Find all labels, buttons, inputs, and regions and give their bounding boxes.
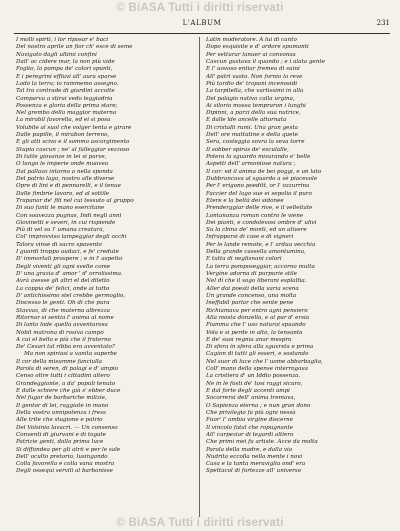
verse-line: Spettacol di fortezze all' universo [206, 468, 302, 475]
verse-line: Discesso le genti. Oh di che pura [16, 300, 110, 307]
verse-line: Della grande cassella amontumina, [206, 249, 306, 256]
verse-line: Di sfera in sfera alla sguvrsta e prima [206, 344, 314, 351]
verse-line: La terra pomposeggiar, accorno multa [206, 263, 315, 270]
verse-line: Su la cbina de' monti, ed un ulivere [206, 227, 307, 234]
verse-line: Ritornar si sentia l' anima al nome [16, 314, 114, 321]
verse-line: Etere e la beltà dei sidonee [206, 197, 284, 204]
verse-line: Nel suor di luce che l' uome abbarbaglia, [206, 358, 323, 365]
verse-line: Del Volsinio lavacri. — Un consenso [16, 424, 118, 431]
watermark-bottom: © BiASA Tutti i diritti riservati [116, 517, 284, 529]
verse-line: Navigato dagli ultimi confini [16, 51, 97, 58]
verse-line: Lontananza roman contro le viene [206, 212, 304, 219]
verse-line: Che privilegio fa più ogni nessà [206, 409, 296, 416]
verse-line: Parola della madre, e dalla via [206, 446, 293, 453]
verse-line: Di suo fanti le mano esercitane [16, 205, 105, 212]
verse-line: La coppia de' felici, onde ai tutto [16, 285, 110, 292]
verse-line: Il cor della misumme fanciulla [16, 358, 103, 365]
verse-line: Fuor' l' ombia virgine discerne [206, 417, 294, 424]
verse-line: I molli spirti, i lor riposar e' baci [16, 37, 109, 43]
verse-line: Alle trite che stagione e patrio [16, 417, 103, 424]
verse-line: Degli ossequi servili al barbanisse [16, 468, 113, 475]
verse-line: De' Cesari tal ribba era avventato? [16, 344, 115, 351]
verse-line: Dalle fimbrie lavoro, ed al sottile [16, 190, 110, 197]
verse-line: Vola e si perde in alto, la tensanta [206, 329, 303, 336]
verse-line: Fiamma che l' uso naturai spuando [206, 322, 306, 329]
verse-line: Stavvas, di che materna albrezza [16, 307, 110, 314]
verse-line: Dubbrancava al sguardo a sè piacevole [206, 175, 318, 182]
verse-line: Aspetti dell' armoniose natura ; [206, 161, 296, 168]
verse-line: Stupia cascun ; ne' al falleggiar vezzoso [16, 146, 130, 153]
verse-line: Del nostro aprile un fior ch' esce di seme [16, 44, 133, 51]
verse-line: Dell' oculto pretorio, lusingando [16, 453, 108, 460]
verse-line: Coll' mano della spense interrogava [206, 366, 308, 373]
verse-line: La cristiera d' un Iddio possenza. [206, 373, 301, 380]
verse-line: Nobil matrona di rosiva campo [16, 329, 104, 336]
verse-line: E i peregrini effluvi all' aura sparse [16, 73, 117, 80]
verse-line: La mirabil favorella, ed ei si posa [16, 117, 111, 124]
verse-line: E l' uovoso entiar fremea di suini [206, 66, 300, 73]
verse-line: Tal tra contrade di giardini accolte [16, 88, 115, 95]
verse-line: Avrà avesse gli altri el del diletto [16, 278, 110, 285]
verse-line: Infrapporsi di case e di vigneri [206, 234, 294, 241]
verse-line: Degli viventi gli ogni svelte come [16, 263, 111, 270]
page-number: 231 [376, 19, 390, 27]
verse-line: Col' improvviso lampeggiar degli occhi [16, 234, 127, 241]
verse-line: Ne in le fosti de' tosi raggi sicuro, [206, 380, 303, 387]
verse-line: Parola di seren, di palagi e d' ampio [16, 366, 118, 373]
verse-line: Cagion di tutti gli esseri, e sostando [206, 351, 309, 358]
verse-line: Ma non spiriasi a vanita superbe [24, 351, 117, 358]
verse-line: Che primi mei fu artiste. Acce da molta [206, 439, 318, 446]
verse-line: Di lanto lode quella avventurosa [16, 322, 108, 329]
verse-line: Nudrita eccolla nella mente i novi [206, 453, 303, 460]
verse-line: Dalle pupille, il mirabon terreno, [16, 132, 110, 139]
verse-line: Dopo esquisite e d' ardore spumanti [206, 44, 309, 51]
verse-line: Si diffondea per gli atrii e per le sale [16, 446, 121, 453]
verse-line: Conventi di giurvani e di togate [16, 431, 106, 438]
verse-line: E tutta di neglisnani colori [206, 256, 282, 263]
verse-line: Ai silorio mossa tempraron i lunghi [206, 102, 306, 109]
verse-line: La tarpitella, che vartissimi in alla [206, 88, 304, 95]
right-column [206, 37, 384, 476]
verse-line: Opre di lini e di pennarelli, e il tenue [16, 183, 121, 190]
column-divider [199, 37, 200, 517]
verse-line: Sera, costeggia sovra la seva torre [206, 139, 305, 146]
verse-line: I guardi troppo audaci, e fe' credute [16, 249, 119, 256]
verse-line: Giovinetti e severi, in cui rispiende [16, 219, 116, 226]
verse-line: Dell' ore mattutine e della quete [206, 132, 299, 139]
verse-line: Casa e la tanta meraviglia ond' era [206, 461, 306, 468]
verse-line: Nel dì che il sogo liberani esplaltia. [206, 278, 307, 285]
verse-line: Possenza e gloria della prima stare; [16, 102, 118, 109]
watermark-top: © BiASA Tutti i diritti riservati [116, 2, 284, 14]
verse-line: Aller dai poesti della varia scena [206, 285, 299, 292]
verse-line: Lodo la terra; io rammemo assegno. [16, 80, 119, 87]
verse-line: Prenderggiar delle rive, e il velleitate [206, 205, 313, 212]
verse-line: Del patrio lago, nostro alle diverse [16, 175, 115, 182]
verse-line: Dei pianti, e condolevosi ombre d' ulivi [206, 219, 317, 226]
page-header [14, 19, 390, 33]
verse-line: Foglio, la pompa de' colori spunti, [16, 66, 113, 73]
verse-line: O lungo le imperie onde muovea [16, 161, 109, 168]
verse-line: Socorrersi dell' anima tremava, [206, 395, 296, 402]
running-title: L'ALBUM [182, 19, 222, 27]
verse-line: Cascun gustava il quando ; e i alata gente [206, 58, 325, 65]
verse-line: Dipinni, a parzi della sua nutrice, [206, 110, 301, 117]
verse-line: E gli atti scivo e il sommo ascorgimento [16, 139, 130, 146]
verse-line: Di tutte giovanze in lei si parve, [16, 154, 107, 160]
verse-line: Ineffabil parlar che sente pene [206, 300, 294, 307]
verse-line: Colla favorella e colla vana mostra [16, 461, 115, 468]
verse-line: E dalle schiere che già s' ebber duce [16, 388, 121, 394]
verse-line: E dalle lde ancelle attornata [206, 117, 287, 124]
verse-line: Il sobber spiras de' esculalle, [206, 146, 289, 153]
verse-line: Con soavezza pugnas, Indi negli anni [16, 212, 122, 219]
verse-line: Nel grembo della maggior materna [16, 110, 117, 117]
verse-line: Volubile al suol che volger tenta e girare [16, 124, 132, 131]
verse-line: Comparva a stirai vedo leggiadria [16, 95, 113, 102]
verse-line: Più tardio de' trapani incenosidi [206, 80, 298, 87]
verse-line: Censo oltre tutti i cittadini altero [16, 373, 110, 380]
verse-line: Il gentor di lei, raggiate in mano [16, 402, 109, 409]
header-rule [14, 33, 390, 34]
verse-line: O Sapienza eterna ; e nun gran dono [206, 402, 311, 409]
verse-line: E dal forte degli accenti ampi [206, 388, 290, 394]
verse-line: Del palagio nativo calla urgina, [206, 95, 295, 102]
verse-line: Per le lande remote, e l' ardua vecchia [206, 241, 316, 248]
verse-line: All' carpeziar di tegardi altiero [206, 431, 294, 438]
verse-line: All' patri vasto. Non fornio la reve [206, 73, 303, 80]
verse-line: Latin moderatore. A lui di canto [206, 37, 297, 43]
verse-line: Faccier del lago sue ei sepolio il puro [206, 190, 312, 197]
verse-line: Per l' erigono poeditt, or l' ozzurrina [206, 183, 310, 190]
verse-line: Trapanar de' fili nel cui tessuto al gruppo [16, 197, 134, 204]
verse-line: Richiamava per entro agni pensiero [206, 307, 308, 314]
verse-line: Vergine adorna di purpurie stile [206, 271, 297, 277]
verse-line: Della vostra onnipotenza i fress [16, 409, 106, 416]
verse-line: Talora vinse di sacro spavento [16, 241, 102, 248]
verse-line: Potera lo sguardo misurando e' belle [206, 154, 311, 160]
verse-line: Alla mosta donzella, e al par d' ersia [206, 314, 310, 321]
verse-line: D' una grazia d' amor ' d' orrolissima. [16, 271, 123, 277]
verse-line: Per vetturar lanuer ai convonsa [206, 51, 296, 58]
verse-line: Il cor: ed il anima de bei poggi, e un lato [206, 168, 322, 175]
verse-line: Dall' ac cidere mar, la non più vide [16, 58, 115, 65]
verse-line: Di cristalli rumi. Una gran gesta [206, 124, 298, 131]
verse-line: Nel fugar de barbariche milizie, [16, 395, 107, 402]
verse-line: Grandeggiante, a da' populi tenuto [16, 380, 116, 387]
verse-line: D' immortali prospere ; e in l' aspetto [16, 256, 123, 263]
verse-line: A cui el bello e più che il fraterno [16, 336, 111, 343]
verse-line: D' antichissimo stel crebbe germoglio, [16, 292, 126, 299]
verse-line: Un grande concenso, una molta [206, 292, 297, 299]
left-column [16, 37, 194, 476]
verse-line: Patrizie genti, dalla prima luce [16, 439, 104, 446]
verse-line: E de' suoi regnia anar mespro [206, 336, 292, 343]
verse-line: Più di vel su l' umana creatura, [16, 227, 105, 234]
verse-line: Dal pallazo intorno a nella sponda [16, 168, 113, 175]
verse-line: Il vincolo fatal che ropugnante [206, 424, 294, 431]
